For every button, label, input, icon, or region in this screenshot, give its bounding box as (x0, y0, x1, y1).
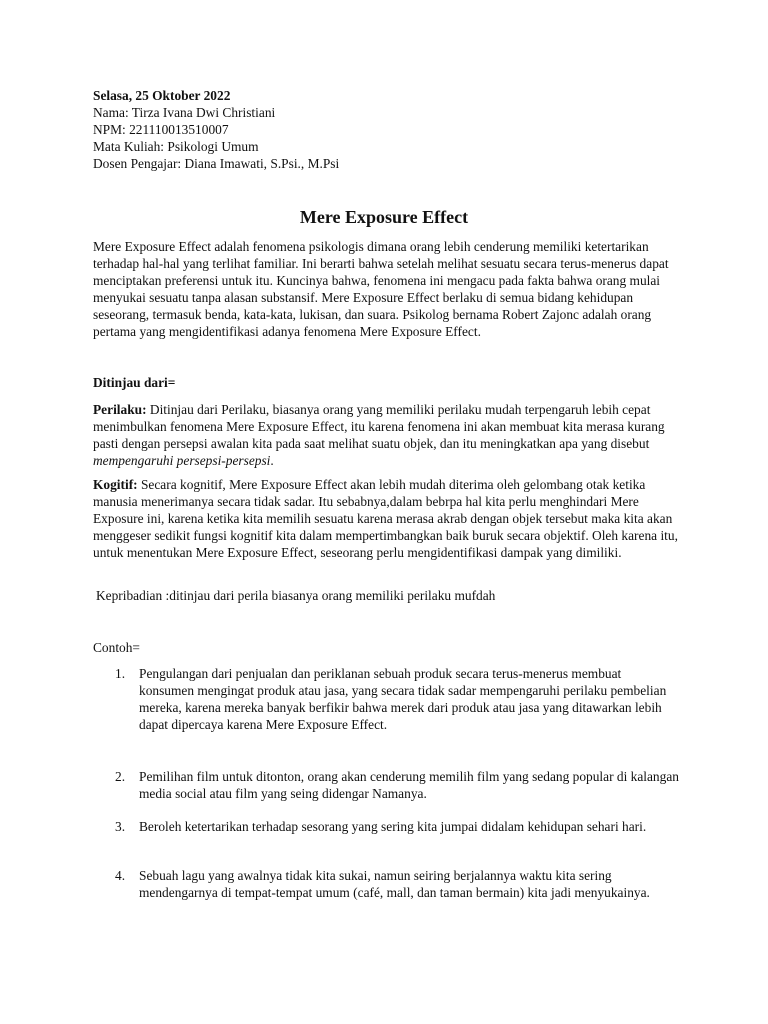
list-number: 3. (115, 819, 126, 834)
perilaku-paragraph (93, 401, 683, 469)
list-number: 4. (115, 868, 126, 883)
perilaku-italic: mempengaruhi persepsi-persepsi (93, 453, 271, 468)
name-line: Nama: Tirza Ivana Dwi Christiani (93, 105, 276, 120)
perilaku-label: Perilaku: (93, 402, 147, 417)
lecturer-line: Dosen Pengajar: Diana Imawati, S.Psi., M.Psi (93, 156, 340, 171)
header-block (93, 87, 339, 172)
document-title: Mere Exposure Effect (299, 207, 469, 227)
contoh-heading: Contoh= (93, 640, 140, 655)
list-number: 1. (115, 666, 126, 681)
list-text: Sebuah lagu yang awalnya tidak kita sukai, namun seiring berjalannya waktu kita sering mendengarnya di tempat-tempat umum (café, mall, dan taman bermain) kita jadi menyukainya. (139, 868, 650, 900)
kogitif-text: Secara kognitif, Mere Exposure Effect akan lebih mudah diterima oleh gelombang otak ketika manusia menerimanya secara tidak sadar. Itu sebabnya,dalam bebrpa hal kita perlu menghindari Mere Exposure ini, karena ketika kita memilih sesuatu karena merasa akrab dengan objek tersebut maka kita akan menggeser sedikit fungsi kognitif kita dalam mempertimbangkan baik buruk secara objektif. Oleh karena itu, untuk menentukan Mere Exposure Effect, seseorang perlu mengidentifikasi dampak yang dimiliki. (93, 477, 678, 560)
list-text: Pengulangan dari penjualan dan periklanan sebuah produk secara terus-menerus membuat konsumen mengingat produk atau jasa, yang secara tidak sadar mempengaruhi perilaku pembelian mereka, karena mereka banyak berfikir bahwa merek dari produk atau jasa yang ditawarkan lebih dapat dipercaya karena Mere Exposure Effect. (139, 666, 667, 732)
intro-paragraph: Mere Exposure Effect adalah fenomena psikologis dimana orang lebih cenderung memiliki ketertarikan terhadap hal-hal yang terlihat familiar. Ini berarti bahwa setelah melihat sesuatu secara terus-menerus dapat menciptakan preferensi untuk itu. Kuncinya bahwa, fenomena ini mengacu pada fakta bahwa orang mulai menyukai sesuatu tanpa alasan substansif. Mere Exposure Effect berlaku di semua bidang kehidupan seseorang, termasuk benda, kata-kata, lukisan, dan suara. Psikolog bernama Robert Zajonc adalah orang pertama yang mengidentifikasi adanya fenomena Mere Exposure Effect. (93, 239, 669, 339)
kepribadian-paragraph: Kepribadian :ditinjau dari perila biasanya orang memiliki perilaku mufdah (96, 588, 496, 603)
list-number: 2. (115, 769, 126, 784)
perilaku-end: . (270, 453, 274, 468)
npm-line: NPM: 221110013510007 (93, 122, 229, 137)
course-line: Mata Kuliah: Psikologi Umum (93, 139, 259, 154)
list-text: Beroleh ketertarikan terhadap sesorang yang sering kita jumpai didalam kehidupan sehari hari. (139, 819, 647, 834)
list-text: Pemilihan film untuk ditonton, orang akan cenderung memilih film yang sedang popular di kalangan media social atau film yang seing didengar Namanya. (139, 769, 679, 801)
kogitif-label: Kogitif: (93, 477, 138, 492)
ditinjau-heading: Ditinjau dari= (93, 375, 176, 390)
date-line: Selasa, 25 Oktober 2022 (93, 88, 231, 103)
perilaku-text: Ditinjau dari Perilaku, biasanya orang yang memiliki perilaku mudah terpengaruh lebih cepat menimbulkan fenomena Mere Exposure Effect, itu karena fenomena ini akan membuat kita merasa kurang pasti dengan persepsi awalan kita pada saat melihat suatu objek, dan itu meningkatkan apa yang disebut (93, 402, 665, 451)
kogitif-paragraph (93, 476, 683, 561)
